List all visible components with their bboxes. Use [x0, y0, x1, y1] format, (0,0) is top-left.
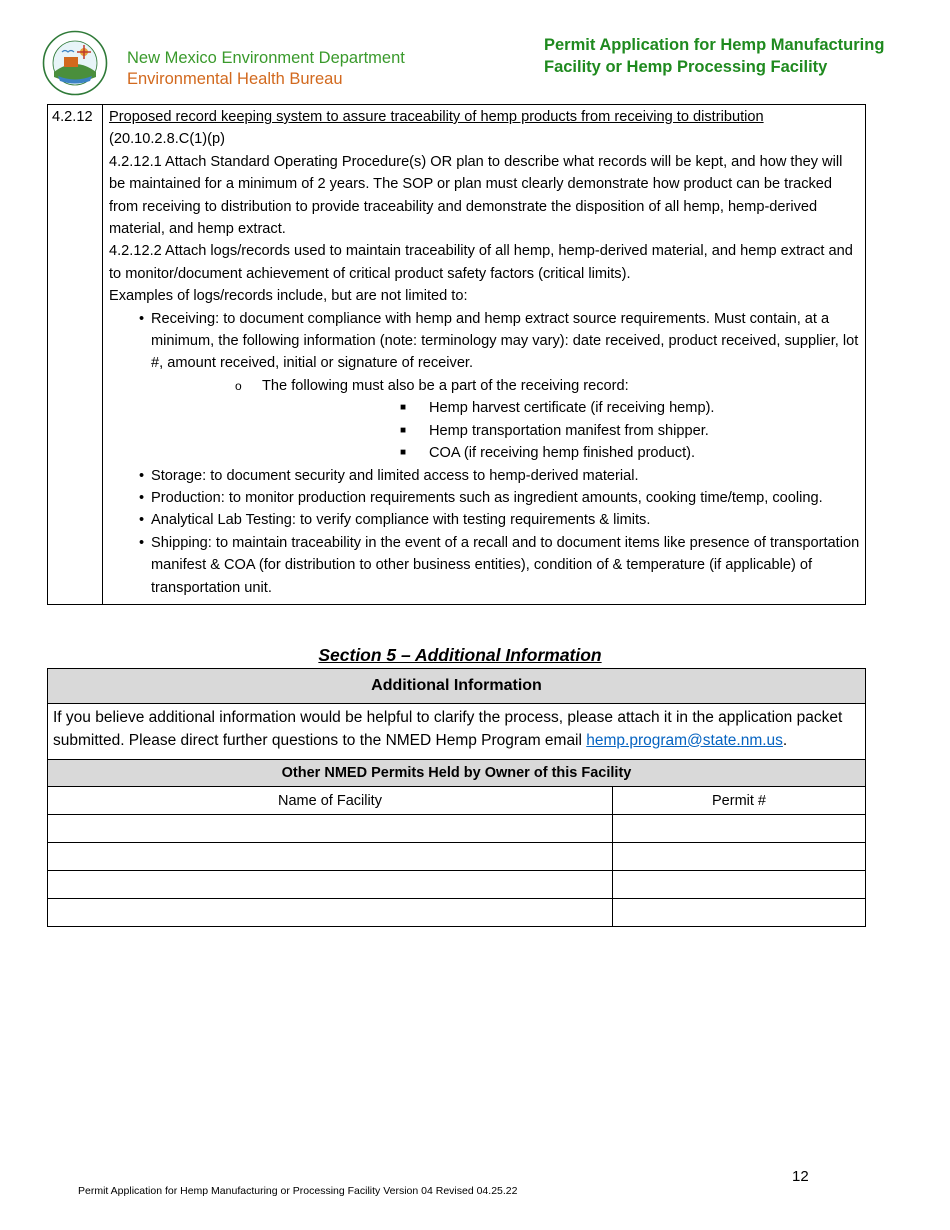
footer-text: Permit Application for Hemp Manufacturing or Processing Facility Version 04 Revised 04.25.22 [78, 1185, 518, 1197]
list-item-shipping [109, 532, 861, 599]
list-item [151, 375, 861, 465]
additional-info-text [48, 704, 866, 760]
storage-text: Storage: to document security and limited access to hemp-derived material. [151, 467, 639, 484]
bullet-icon: • [139, 534, 145, 551]
section-5-title: Section 5 – Additional Information [318, 645, 602, 665]
list-item [262, 397, 861, 419]
square-bullet-icon: ■ [400, 424, 407, 436]
facility-name-field[interactable] [48, 843, 613, 871]
document-title-line2: Facility or Hemp Processing Facility [544, 58, 828, 76]
list-item-production [109, 487, 861, 509]
receiving-text: Receiving: to document compliance with hemp and hemp extract source requirements. Must contain, at a minimum, the following information (note: terminology may vary): date received, product received, supplier, lot #, amount received, initial or signature of receiver. [151, 310, 859, 372]
org-name [127, 48, 405, 90]
bullet-icon: • [139, 512, 145, 529]
item-paragraph-2: 4.2.12.2 Attach logs/records used to maintain traceability of all hemp, hemp-derived material, and hemp extract and to monitor/document achievement of critical product safety factors (critical limits). [109, 243, 853, 282]
facility-name-column-header: Name of Facility [48, 787, 613, 815]
record-keeping-table [47, 104, 866, 605]
table-row [48, 669, 866, 704]
permit-number-field[interactable] [613, 871, 866, 899]
table-row [48, 760, 866, 787]
table-row [48, 704, 866, 760]
square-bullet-icon: ■ [400, 402, 407, 414]
bullet-icon: • [139, 310, 145, 327]
table-row [48, 871, 866, 899]
permit-number-column-header: Permit # [613, 787, 866, 815]
table-row [48, 787, 866, 815]
table-row [48, 843, 866, 871]
table-row [48, 899, 866, 927]
circle-bullet-icon: o [235, 378, 242, 393]
list-item-receiving [109, 308, 861, 465]
document-title-line1: Permit Application for Hemp Manufacturing [544, 36, 885, 54]
hemp-program-email-link[interactable]: hemp.program@state.nm.us [586, 731, 783, 749]
item-number: 4.2.12 [48, 105, 103, 605]
production-text: Production: to monitor production requirements such as ingredient amounts, cooking time/temp, cooling. [151, 489, 823, 506]
table-row [48, 105, 866, 605]
facility-name-field[interactable] [48, 899, 613, 927]
item-citation: (20.10.2.8.C(1)(p) [109, 131, 225, 148]
nmed-logo [42, 30, 108, 96]
page-number: 12 [792, 1168, 809, 1185]
item-content [103, 105, 866, 605]
permit-number-field[interactable] [613, 843, 866, 871]
receiving-record-2: Hemp transportation manifest from shipper. [429, 422, 709, 439]
org-bureau: Environmental Health Bureau [127, 70, 343, 88]
list-item [262, 420, 861, 442]
additional-info-header: Additional Information [48, 669, 866, 704]
receiving-record-3: COA (if receiving hemp finished product). [429, 445, 696, 462]
additional-info-table [47, 668, 866, 927]
table-row [48, 815, 866, 843]
examples-intro: Examples of logs/records include, but are not limited to: [109, 288, 468, 305]
examples-list [109, 308, 861, 599]
list-item-storage [109, 465, 861, 487]
document-title [544, 34, 884, 78]
receiving-records-list [262, 397, 861, 464]
shipping-text: Shipping: to maintain traceability in the event of a recall and to document items like presence of transportation manifest & COA (for distribution to other business entities), condition of & temperature (if applicable) of transportation unit. [151, 534, 860, 596]
permits-header: Other NMED Permits Held by Owner of this Facility [48, 760, 866, 787]
receiving-sub-text: The following must also be a part of the receiving record: [262, 377, 629, 394]
receiving-sublist [151, 375, 861, 465]
facility-name-field[interactable] [48, 815, 613, 843]
bullet-icon: • [139, 467, 145, 484]
receiving-record-1: Hemp harvest certificate (if receiving hemp). [429, 400, 715, 417]
item-heading: Proposed record keeping system to assure traceability of hemp products from receiving to distribution [109, 109, 764, 125]
instructions-text: If you believe additional information would be helpful to clarify the process, please attach it in the application packet submitted. Please direct further questions to the NMED Hemp Program email [53, 709, 843, 749]
facility-name-field[interactable] [48, 871, 613, 899]
org-department: New Mexico Environment Department [127, 49, 405, 67]
permit-number-field[interactable] [613, 815, 866, 843]
square-bullet-icon: ■ [400, 447, 407, 459]
lab-text: Analytical Lab Testing: to verify compliance with testing requirements & limits. [151, 512, 651, 529]
list-item [262, 442, 861, 464]
permit-number-field[interactable] [613, 899, 866, 927]
bullet-icon: • [139, 489, 145, 506]
sentence-period: . [782, 731, 788, 749]
item-paragraph-1: 4.2.12.1 Attach Standard Operating Procedure(s) OR plan to describe what records will be kept, and how they will be maintained for a minimum of 2 years. The SOP or plan must clearly demonstrate how product can be tracked from receiving to distribution to provide traceability and demonstrate the disposition of all hemp, hemp-derived material, and hemp extract. [109, 153, 843, 238]
list-item-lab [109, 509, 861, 531]
